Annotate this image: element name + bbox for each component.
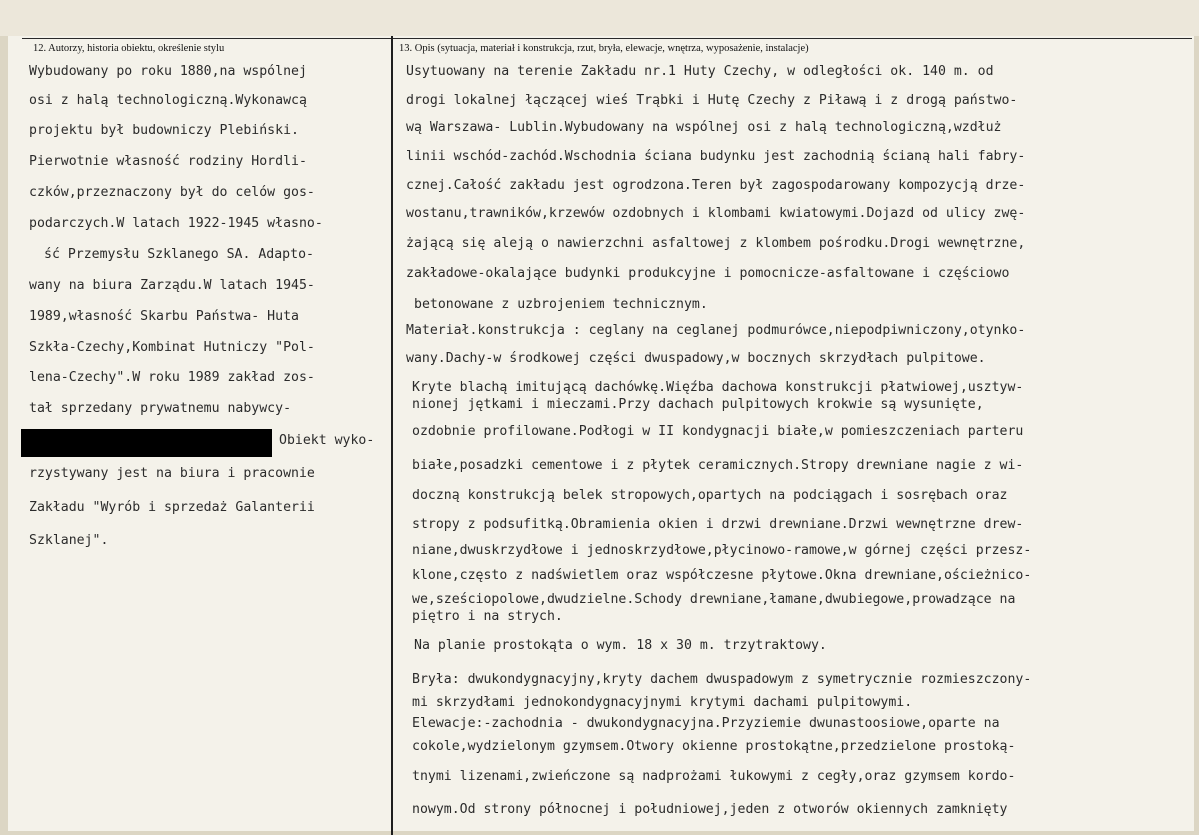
right-line: mi skrzydłami jednokondygnacyjnymi krytymi dachami pulpitowymi. xyxy=(412,695,913,710)
left-section-header: 12. Autorzy, historia obiektu, określenie stylu xyxy=(33,43,225,54)
left-line: Obiekt wyko- xyxy=(279,433,375,448)
right-line: nionej jętkami i mieczami.Przy dachach pulpitowych krokwie są wysunięte, xyxy=(412,397,984,412)
header-rule xyxy=(22,38,1192,39)
left-line: osi z halą technologiczną.Wykonawcą xyxy=(29,93,307,108)
left-line: Szklanej". xyxy=(29,533,109,548)
column-divider xyxy=(391,36,393,835)
right-line: drogi lokalnej łączącej wieś Trąbki i Hutę Czechy z Piławą i z drogą państwo- xyxy=(406,93,1018,108)
redaction-box xyxy=(21,429,272,457)
left-line: rzystywany jest na biura i pracownie xyxy=(29,466,315,481)
right-line: Kryte blachą imitującą dachówkę.Więźba dachowa konstrukcji płatwiowej,usztyw- xyxy=(412,380,1024,395)
left-line: lena-Czechy".W roku 1989 zakład zos- xyxy=(29,370,315,385)
right-line: linii wschód-zachód.Wschodnia ściana budynku jest zachodnią ścianą hali fabry- xyxy=(406,149,1026,164)
right-section-header: 13. Opis (sytuacja, materiał i konstrukcja, rzut, bryła, elewacje, wnętrza, wyposażenie, instalacje) xyxy=(399,43,809,54)
right-line: Elewacje:-zachodnia - dwukondygnacyjna.Przyziemie dwunastoosiowe,oparte na xyxy=(412,716,1000,731)
left-line: Pierwotnie własność rodziny Hordli- xyxy=(29,154,307,169)
right-line: we,sześciopolowe,dwudzielne.Schody drewniane,łamane,dwubiegowe,prowadzące na xyxy=(412,592,1016,607)
right-line: piętro i na strych. xyxy=(412,609,563,624)
right-line: betonowane z uzbrojeniem technicznym. xyxy=(414,297,708,312)
right-line: cokole,wydzielonym gzymsem.Otwory okienne prostokątne,przedzielone prostoką- xyxy=(412,739,1016,754)
left-line: tał sprzedany prywatnemu nabywcy- xyxy=(29,401,292,416)
right-line: niane,dwuskrzydłowe i jednoskrzydłowe,płycinowo-ramowe,w górnej części przesz- xyxy=(412,543,1032,558)
right-line: Usytuowany na terenie Zakładu nr.1 Huty Czechy, w odległości ok. 140 m. od xyxy=(406,64,994,79)
right-line: wostanu,trawników,krzewów ozdobnych i klombami kwiatowymi.Dojazd od ulicy zwę- xyxy=(406,206,1026,221)
left-line: Wybudowany po roku 1880,na wspólnej xyxy=(29,64,307,79)
left-line: podarczych.W latach 1922-1945 własno- xyxy=(29,216,323,231)
right-line: cznej.Całość zakładu jest ogrodzona.Teren był zagospodarowany kompozycją drze- xyxy=(406,178,1026,193)
right-line: tnymi lizenami,zwieńczone są nadprożami łukowymi z cegły,oraz gzymsem kordo- xyxy=(412,769,1016,784)
scan-top-border xyxy=(0,0,1199,36)
right-line: Na planie prostokąta o wym. 18 x 30 m. trzytraktowy. xyxy=(414,638,827,653)
left-line: projektu był budowniczy Plebiński. xyxy=(29,123,299,138)
right-line: nowym.Od strony północnej i południowej,jeden z otworów okiennych zamknięty xyxy=(412,802,1008,817)
right-line: żającą się aleją o nawierzchni asfaltowej z klombem pośrodku.Drogi wewnętrzne, xyxy=(406,236,1026,251)
right-line: Materiał.konstrukcja : ceglany na ceglanej podmurówce,niepodpiwniczony,otynko- xyxy=(406,323,1026,338)
right-line: klone,często z nadświetlem oraz współczesne płytowe.Okna drewniane,ościeżnico- xyxy=(412,568,1032,583)
left-line: ść Przemysłu Szklanego SA. Adapto- xyxy=(44,247,314,262)
right-line: zakładowe-okalające budynki produkcyjne i pomocnicze-asfaltowane i częściowo xyxy=(406,266,1010,281)
right-line: wą Warszawa- Lublin.Wybudowany na wspólnej osi z halą technologiczną,wzdłuż xyxy=(406,120,1002,135)
right-line: Bryła: dwukondygnacyjny,kryty dachem dwuspadowym z symetrycznie rozmieszczony- xyxy=(412,672,1032,687)
right-line: doczną konstrukcją belek stropowych,opartych na podciągach i sosrębach oraz xyxy=(412,488,1008,503)
right-line: ozdobnie profilowane.Podłogi w II kondygnacji białe,w pomieszczeniach parteru xyxy=(412,424,1024,439)
left-line: Zakładu "Wyrób i sprzedaż Galanterii xyxy=(29,500,315,515)
right-line: białe,posadzki cementowe i z płytek ceramicznych.Stropy drewniane nagie z wi- xyxy=(412,458,1024,473)
left-line: 1989,własność Skarbu Państwa- Huta xyxy=(29,309,299,324)
left-line: czków,przeznaczony był do celów gos- xyxy=(29,185,315,200)
right-line: wany.Dachy-w środkowej części dwuspadowy,w bocznych skrzydłach pulpitowe. xyxy=(406,351,986,366)
right-line: stropy z podsufitką.Obramienia okien i drzwi drewniane.Drzwi wewnętrzne drew- xyxy=(412,517,1024,532)
left-line: wany na biura Zarządu.W latach 1945- xyxy=(29,278,315,293)
left-line: Szkła-Czechy,Kombinat Hutniczy "Pol- xyxy=(29,340,315,355)
